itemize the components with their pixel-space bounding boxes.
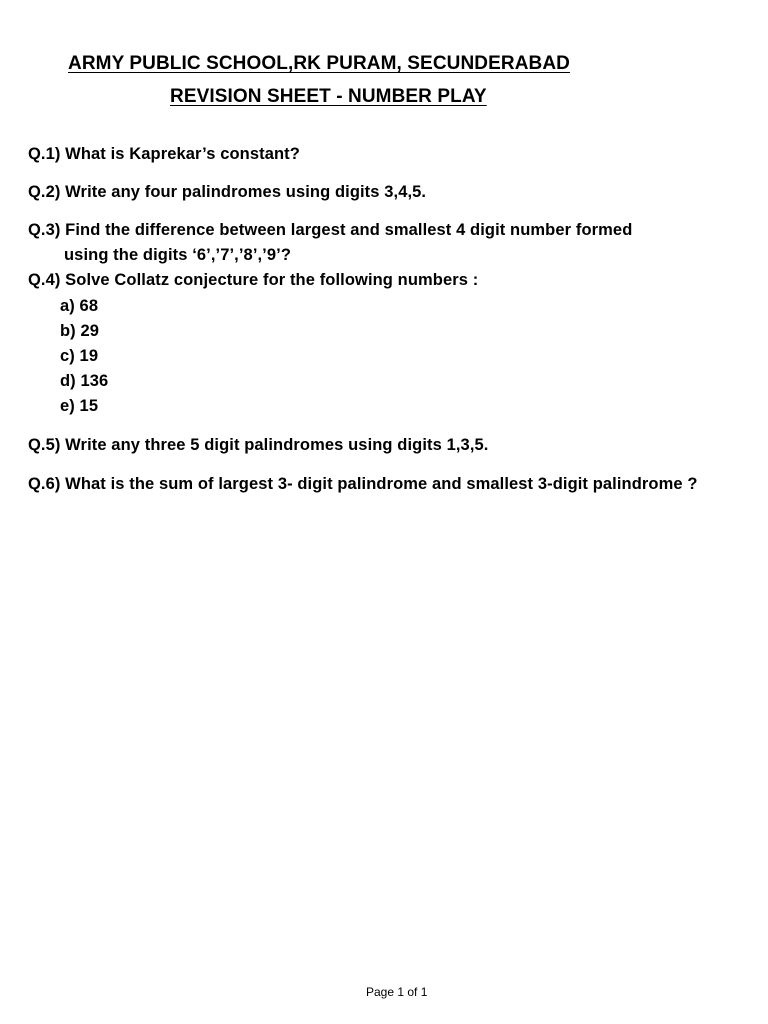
sheet-title-heading: REVISION SHEET - NUMBER PLAY: [170, 86, 487, 107]
question-1: Q.1) What is Kaprekar’s constant?: [28, 145, 300, 163]
question-6: Q.6) What is the sum of largest 3- digit palindrome and smallest 3-digit palindrome ?: [28, 475, 698, 493]
question-2: Q.2) Write any four palindromes using digits 3,4,5.: [28, 183, 427, 201]
school-name-heading: ARMY PUBLIC SCHOOL,RK PURAM, SECUNDERABAD: [68, 53, 570, 74]
question-3: Q.3) Find the difference between largest and smallest 4 digit number formed: [28, 221, 633, 239]
question-4-option-c: c) 19: [60, 347, 99, 365]
question-5: Q.5) Write any three 5 digit palindromes using digits 1,3,5.: [28, 436, 489, 454]
question-4-option-a: a) 68: [60, 297, 99, 315]
question-4-option-b: b) 29: [60, 322, 100, 340]
question-4: Q.4) Solve Collatz conjecture for the following numbers :: [28, 271, 479, 289]
question-3-continuation: using the digits ‘6’,’7’,’8’,’9’?: [64, 246, 292, 264]
question-4-option-e: e) 15: [60, 397, 99, 415]
page-number-footer: Page 1 of 1: [366, 985, 428, 999]
question-4-option-d: d) 136: [60, 372, 109, 390]
